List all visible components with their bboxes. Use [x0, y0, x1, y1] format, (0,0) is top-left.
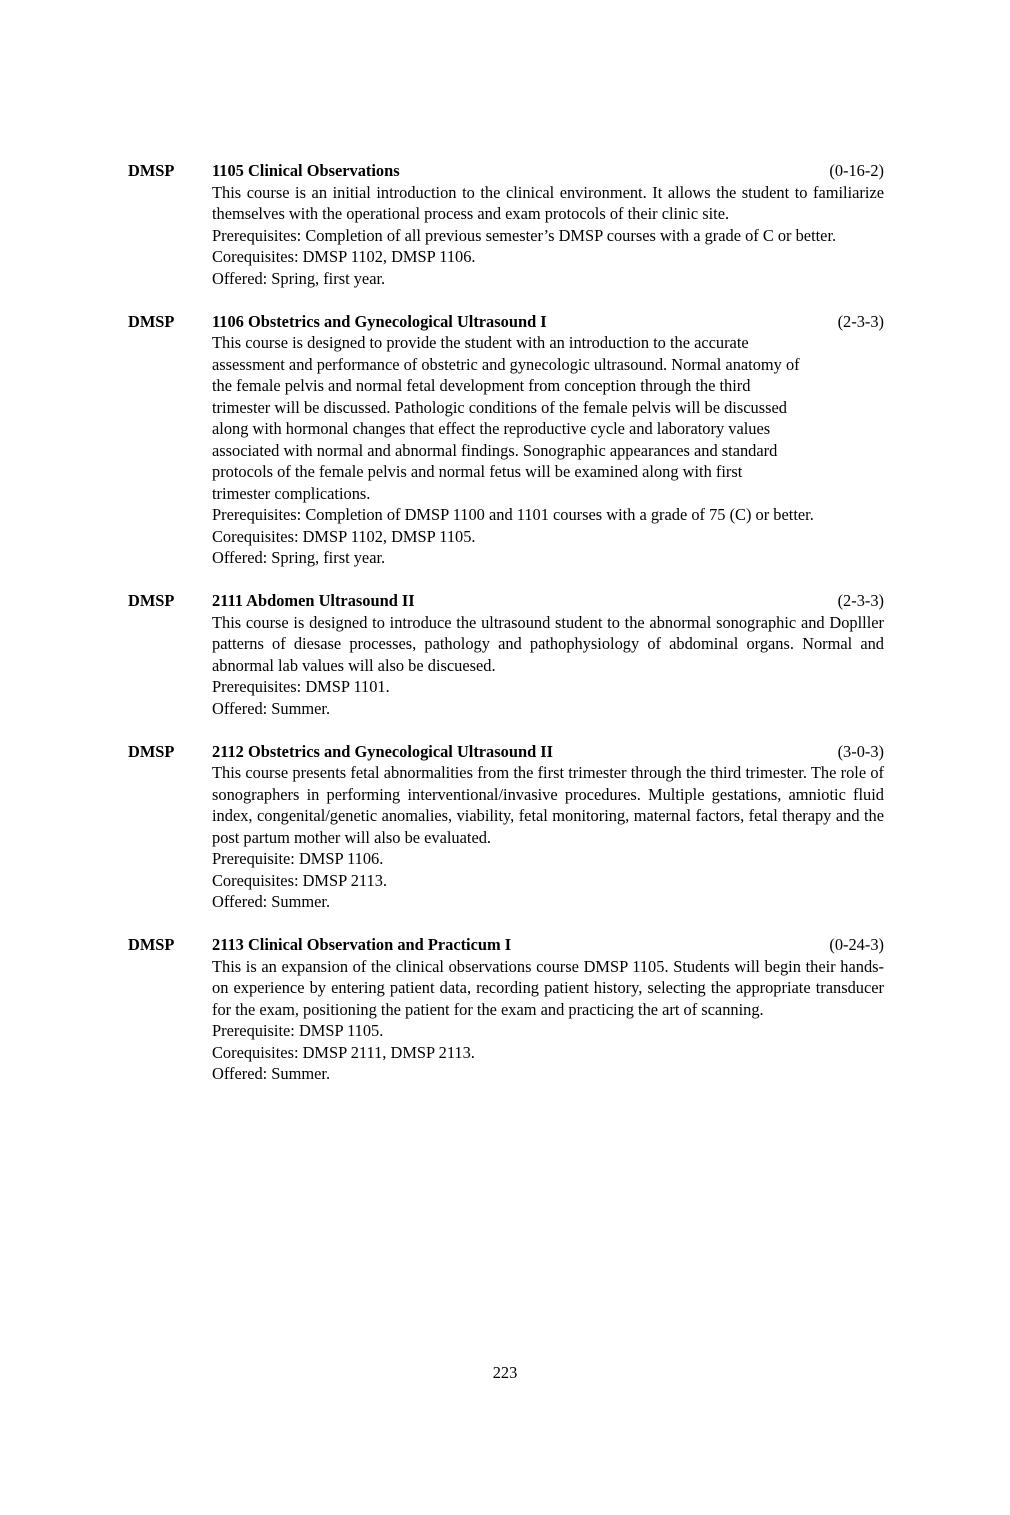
course-title: 2113 Clinical Observation and Practicum I	[212, 935, 512, 954]
course-prefix: DMSP	[128, 935, 175, 954]
course-description: This course presents fetal abnormalities from the first trimester through the third trimester. The role of sonographers in performing interventional/invasive procedures. Multiple gestations, amniotic fluid index, congenital/genetic anomalies, viability, fetal monitoring, maternal factors, fetal therapy and the post partum mother will also be evaluated.	[212, 763, 884, 847]
course-credits: (3-0-3)	[837, 741, 884, 761]
course-description	[212, 332, 884, 504]
description-line: protocols of the female pelvis and normal fetus will be examined along with first	[212, 462, 743, 481]
course-prerequisites: Prerequisites: Completion of DMSP 1100 and 1101 courses with a grade of 75 (C) or better.	[212, 505, 814, 524]
description-line: associated with normal and abnormal findings. Sonographic appearances and standard	[212, 440, 778, 460]
course-title-row	[212, 934, 884, 956]
course-title: 1105 Clinical Observations	[212, 161, 400, 180]
course-entry	[128, 590, 884, 719]
course-body	[212, 934, 884, 1085]
course-body	[212, 741, 884, 913]
description-line: This course is designed to provide the student with an introduction to the accurate	[212, 333, 749, 352]
course-title-row	[212, 160, 884, 182]
course-catalog-page	[128, 160, 884, 1106]
course-offered: Offered: Summer.	[212, 892, 331, 911]
course-prefix: DMSP	[128, 161, 175, 180]
course-title-row	[212, 311, 884, 333]
course-prerequisites: Prerequisite: DMSP 1106.	[212, 849, 384, 868]
course-body	[212, 160, 884, 289]
course-prerequisites: Prerequisite: DMSP 1105.	[212, 1021, 384, 1040]
course-corequisites: Corequisites: DMSP 1102, DMSP 1105.	[212, 526, 476, 546]
course-title-row	[212, 590, 884, 612]
course-entry	[128, 311, 884, 569]
description-line: the female pelvis and normal fetal development from conception through the third	[212, 376, 751, 395]
course-title: 2112 Obstetrics and Gynecological Ultrasound II	[212, 741, 554, 761]
course-title-row	[212, 741, 884, 763]
course-description: This is an expansion of the clinical observations course DMSP 1105. Students will begin their hands-on experience by entering patient data, recording patient history, selecting the appropriate transducer for the exam, positioning the patient for the exam and practicing the art of scanning.	[212, 956, 884, 1019]
course-title: 1106 Obstetrics and Gynecological Ultrasound I	[212, 311, 547, 331]
course-prerequisites: Prerequisites: Completion of all previous semester’s DMSP courses with a grade of C or better.	[212, 225, 837, 245]
course-prefix: DMSP	[128, 591, 175, 610]
course-title: 2111 Abdomen Ultrasound II	[212, 591, 415, 610]
course-offered: Offered: Spring, first year.	[212, 548, 386, 567]
description-line: trimester complications.	[212, 483, 371, 503]
description-line: along with hormonal changes that effect the reproductive cycle and laboratory values	[212, 419, 771, 438]
course-description: This course is an initial introduction to the clinical environment. It allows the student to familiarize themselves with the operational process and exam protocols of their clinic site.	[212, 182, 884, 223]
course-prerequisites: Prerequisites: DMSP 1101.	[212, 677, 390, 696]
course-credits: (2-3-3)	[837, 311, 884, 331]
course-entry	[128, 160, 884, 289]
course-entry	[128, 934, 884, 1085]
course-offered: Offered: Summer.	[212, 698, 331, 718]
course-entry	[128, 741, 884, 913]
course-credits: (2-3-3)	[837, 591, 884, 610]
course-credits: (0-24-3)	[829, 935, 884, 954]
course-description: This course is designed to introduce the ultrasound student to the abnormal sonographic and Doplller patterns of diesase processes, pathology and pathophysiology of abdominal organs. Normal and abnormal lab values will also be discuesed.	[212, 612, 884, 675]
course-prefix: DMSP	[128, 741, 175, 761]
course-prefix: DMSP	[128, 311, 175, 331]
course-corequisites: Corequisites: DMSP 2111, DMSP 2113.	[212, 1042, 475, 1062]
course-corequisites: Corequisites: DMSP 2113.	[212, 870, 387, 890]
course-body	[212, 590, 884, 719]
course-body	[212, 311, 884, 569]
course-credits: (0-16-2)	[829, 161, 884, 180]
course-offered: Offered: Summer.	[212, 1064, 331, 1083]
page-number: 223	[492, 1363, 518, 1382]
description-line: trimester will be discussed. Pathologic conditions of the female pelvis will be discussed	[212, 397, 787, 417]
course-offered: Offered: Spring, first year.	[212, 268, 386, 288]
course-corequisites: Corequisites: DMSP 1102, DMSP 1106.	[212, 247, 476, 266]
description-line: assessment and performance of obstetric and gynecologic ultrasound. Normal anatomy of	[212, 354, 800, 374]
